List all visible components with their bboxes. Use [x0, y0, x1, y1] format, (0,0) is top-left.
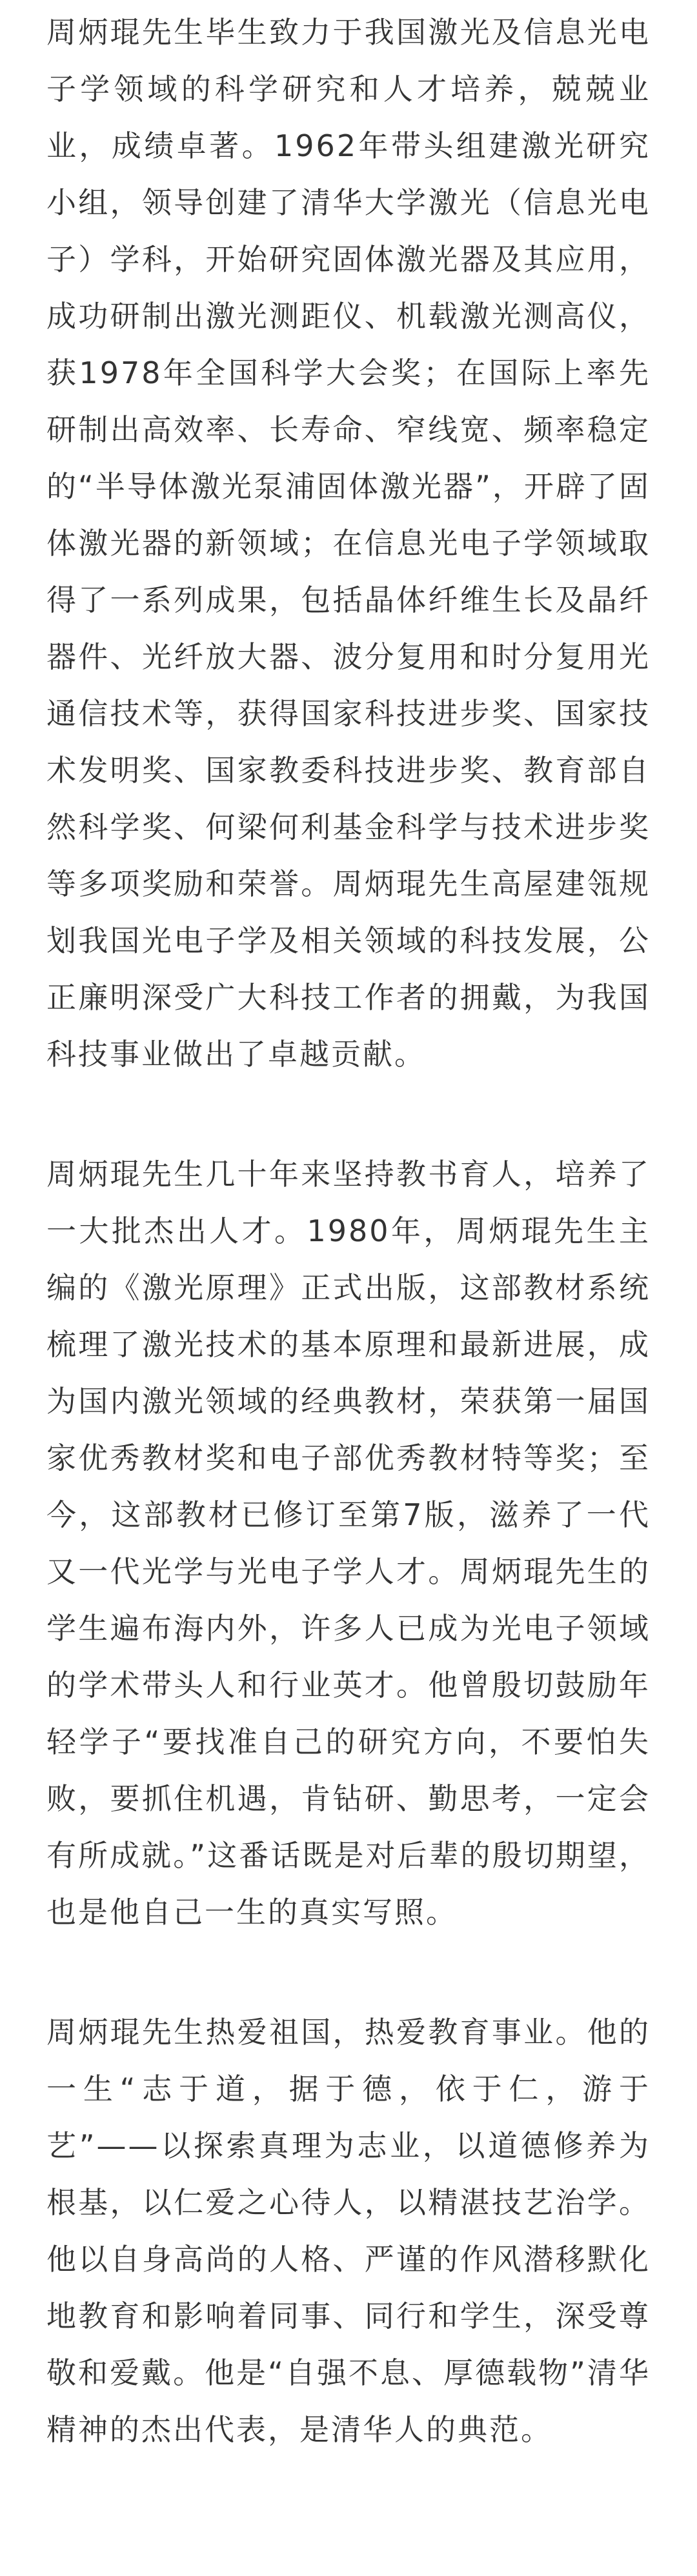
- paragraph-character: 周炳琨先生热爱祖国，热爱教育事业。他的一生“志于道，据于德，依于仁，游于艺”——以探索真理为志业，以道德修养为根基，以仁爱之心待人，以精湛技艺治学。他以自身高尚的人格、严谨的作风潜移默化地教育和影响着同事、同行和学生，深受尊敬和爱戴。他是“自强不息、厚德载物”清华精神的杰出代表，是清华人的典范。: [46, 2015, 651, 2447]
- paragraph-research-achievements: 周炳琨先生毕生致力于我国激光及信息光电子学领域的科学研究和人才培养，兢兢业业，成绩卓著。1962年带头组建激光研究小组，领导创建了清华大学激光（信息光电子）学科，开始研究固体激光器及其应用，成功研制出激光测距仪、机载激光测高仪，获1978年全国科学大会奖；在国际上率先研制出高效率、长寿命、窄线宽、频率稳定的“半导体激光泵浦固体激光器”，开辟了固体激光器的新领域；在信息光电子学领域取得了一系列成果，包括晶体纤维生长及晶纤器件、光纤放大器、波分复用和时分复用光通信技术等，获得国家科技进步奖、国家技术发明奖、国家教委科技进步奖、教育部自然科学奖、何梁何利基金科学与技术进步奖等多项奖励和荣誉。周炳琨先生高屋建瓴规划我国光电子学及相关领域的科技发展，公正廉明深受广大科技工作者的拥戴，为我国科技事业做出了卓越贡献。: [46, 15, 651, 1072]
- paragraph-teaching: 周炳琨先生几十年来坚持教书育人，培养了一大批杰出人才。1980年，周炳琨先生主编的《激光原理》正式出版，这部教材系统梳理了激光技术的基本原理和最新进展，成为国内激光领域的经典教材，荣获第一届国家优秀教材奖和电子部优秀教材特等奖；至今，这部教材已修订至第7版，滋养了一代又一代光学与光电子学人才。周炳琨先生的学生遍布海内外，许多人已成为光电子领域的学术带头人和行业英才。他曾殷切鼓励年轻学子“要找准自己的研究方向，不要怕失败，要抓住机遇，肯钻研、勤思考，一定会有所成就。”这番话既是对后辈的殷切期望，也是他自己一生的真实写照。: [46, 1157, 651, 1930]
